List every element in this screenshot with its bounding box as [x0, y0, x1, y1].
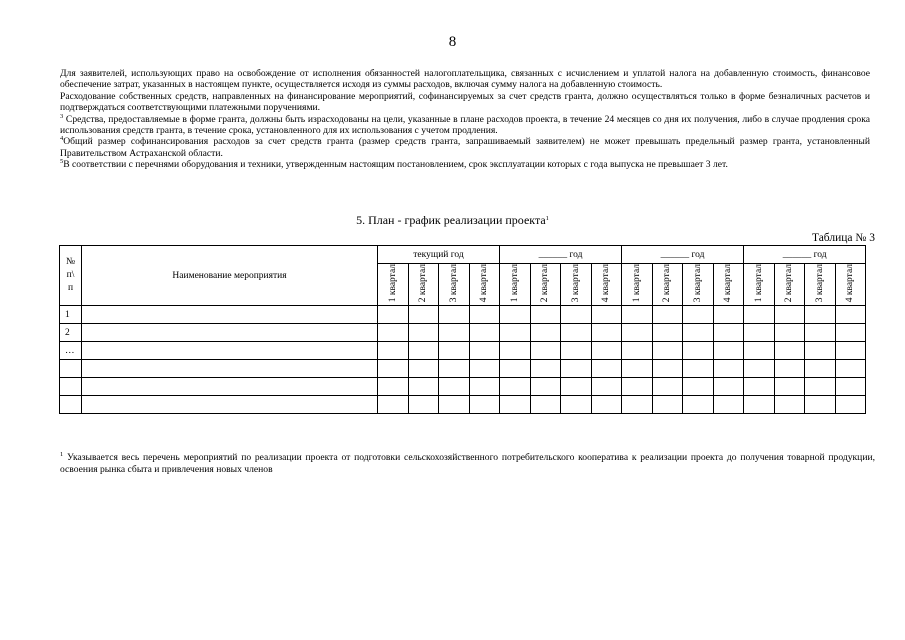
schedule-cell — [774, 324, 805, 342]
quarter-header — [378, 264, 409, 306]
schedule-cell — [744, 396, 775, 414]
schedule-cell — [530, 306, 561, 324]
quarter-label: 3 квартал — [814, 264, 825, 303]
schedule-cell — [622, 306, 653, 324]
schedule-cell — [683, 342, 714, 360]
footnote-mark: 1 — [60, 451, 64, 458]
schedule-cell — [469, 360, 500, 378]
schedule-cell — [561, 360, 592, 378]
quarter-label: 2 квартал — [418, 264, 429, 303]
quarter-header — [744, 264, 775, 306]
schedule-cell — [805, 342, 836, 360]
schedule-cell — [469, 378, 500, 396]
schedule-cell — [622, 396, 653, 414]
year-header-3: ______ год — [622, 246, 744, 264]
quarter-label: 2 квартал — [784, 264, 795, 303]
row-number — [60, 396, 82, 414]
quarter-header — [439, 264, 470, 306]
quarter-label: 3 квартал — [448, 264, 459, 303]
schedule-cell — [835, 324, 866, 342]
schedule-cell — [469, 306, 500, 324]
quarter-label: 1 квартал — [631, 264, 642, 303]
schedule-cell — [744, 324, 775, 342]
schedule-cell — [439, 342, 470, 360]
schedule-cell — [591, 324, 622, 342]
schedule-cell — [500, 396, 531, 414]
column-header-number: № п\ п — [60, 246, 82, 306]
schedule-cell — [713, 378, 744, 396]
quarter-label: 4 квартал — [845, 264, 856, 303]
schedule-cell — [683, 360, 714, 378]
quarter-label: 2 квартал — [662, 264, 673, 303]
schedule-cell — [439, 306, 470, 324]
quarter-header — [622, 264, 653, 306]
schedule-cell — [408, 342, 439, 360]
schedule-cell — [805, 378, 836, 396]
row-number: 1 — [60, 306, 82, 324]
quarter-header — [530, 264, 561, 306]
quarter-header — [713, 264, 744, 306]
schedule-cell — [774, 378, 805, 396]
schedule-cell — [469, 396, 500, 414]
quarter-header — [561, 264, 592, 306]
footnote-mark: 3 — [60, 112, 64, 120]
schedule-cell — [744, 306, 775, 324]
activity-cell — [82, 306, 378, 324]
schedule-cell — [591, 360, 622, 378]
schedule-cell — [530, 324, 561, 342]
quarter-label: 4 квартал — [479, 264, 490, 303]
schedule-cell — [683, 306, 714, 324]
schedule-cell — [622, 360, 653, 378]
table-label: Таблица № 3 — [811, 232, 875, 244]
table-row — [60, 324, 866, 342]
schedule-cell — [469, 324, 500, 342]
schedule-cell — [805, 306, 836, 324]
schedule-cell — [744, 342, 775, 360]
schedule-cell — [622, 378, 653, 396]
schedule-cell — [378, 396, 409, 414]
quarter-label: 3 квартал — [692, 264, 703, 303]
note-equipment: $^5$В соответствии с перечнями оборудования и техники, утвержденным настоящим постановлением, срок эксплуатации которых с года выпуска не превышает 3 лет. — [60, 158, 728, 171]
schedule-cell — [500, 306, 531, 324]
schedule-cell — [530, 378, 561, 396]
schedule-cell — [500, 342, 531, 360]
schedule-cell — [835, 306, 866, 324]
footnote-mark: 1 — [545, 215, 549, 222]
schedule-cell — [683, 324, 714, 342]
schedule-cell — [378, 360, 409, 378]
note-own-funds: Расходование собственных средств, направленных на финансирование мероприятий, софинансируемых за счет средств гранта, должно осуществляться только в форме безналичных расчетов и подтверждаться соответствующими платежными поручениями. — [60, 90, 870, 114]
plan-schedule-table — [59, 245, 866, 414]
row-number: … — [60, 342, 82, 360]
notes-block — [60, 68, 870, 171]
schedule-cell — [744, 360, 775, 378]
schedule-cell — [408, 378, 439, 396]
quarter-header — [805, 264, 836, 306]
schedule-cell — [439, 324, 470, 342]
year-header-4: ______ год — [744, 246, 866, 264]
schedule-cell — [622, 342, 653, 360]
year-header-2: ______ год — [500, 246, 622, 264]
schedule-cell — [530, 360, 561, 378]
schedule-cell — [652, 306, 683, 324]
quarter-header — [408, 264, 439, 306]
schedule-cell — [561, 342, 592, 360]
page-number: 8 — [448, 34, 457, 50]
quarter-label: 1 квартал — [509, 264, 520, 303]
schedule-cell — [774, 396, 805, 414]
schedule-cell — [591, 306, 622, 324]
schedule-cell — [500, 324, 531, 342]
schedule-cell — [439, 360, 470, 378]
table-row — [60, 306, 866, 324]
schedule-cell — [774, 306, 805, 324]
quarter-header — [469, 264, 500, 306]
quarter-header — [591, 264, 622, 306]
schedule-cell — [408, 324, 439, 342]
activity-cell — [82, 396, 378, 414]
schedule-cell — [408, 306, 439, 324]
schedule-cell — [469, 342, 500, 360]
schedule-cell — [713, 324, 744, 342]
quarter-header — [683, 264, 714, 306]
table-body — [60, 306, 866, 414]
schedule-cell — [378, 378, 409, 396]
note-vat: Для заявителей, использующих право на освобождение от исполнения обязанностей налогоплательщика, связанных с исчислением и уплатой налога на добавленную стоимость, финансовое обеспечение затрат, указанных в настоящем пункте, осуществляется исходя из суммы расходов, включая сумму налога на добавленную стоимость. — [60, 68, 870, 91]
schedule-cell — [835, 342, 866, 360]
schedule-cell — [561, 378, 592, 396]
quarter-label: 1 квартал — [753, 264, 764, 303]
schedule-cell — [835, 396, 866, 414]
schedule-cell — [591, 396, 622, 414]
schedule-cell — [805, 324, 836, 342]
schedule-cell — [774, 342, 805, 360]
schedule-cell — [835, 360, 866, 378]
note-cofinancing: $^4$Общий размер софинансирования расходов за счет средств гранта (размер средств гранта, запрашиваемый заявителем) не может превышать предельный размер гранта, установленный Правительством Астраханской области. — [60, 135, 870, 159]
schedule-cell — [805, 360, 836, 378]
row-number — [60, 378, 82, 396]
quarter-header — [500, 264, 531, 306]
schedule-cell — [622, 324, 653, 342]
activity-cell — [82, 324, 378, 342]
activity-cell — [82, 360, 378, 378]
schedule-cell — [713, 342, 744, 360]
schedule-cell — [378, 306, 409, 324]
table-row — [60, 360, 866, 378]
schedule-cell — [652, 342, 683, 360]
schedule-cell — [652, 378, 683, 396]
quarter-label: 2 квартал — [540, 264, 551, 303]
footnote-mark: 4 — [60, 135, 64, 143]
table-row — [60, 378, 866, 396]
year-header-current: текущий год — [378, 246, 500, 264]
schedule-cell — [561, 324, 592, 342]
schedule-cell — [744, 378, 775, 396]
schedule-cell — [408, 396, 439, 414]
schedule-cell — [439, 378, 470, 396]
table-row — [60, 342, 866, 360]
schedule-cell — [439, 396, 470, 414]
row-number — [60, 360, 82, 378]
schedule-cell — [408, 360, 439, 378]
schedule-cell — [561, 306, 592, 324]
quarter-header — [774, 264, 805, 306]
quarter-label: 3 квартал — [570, 264, 581, 303]
schedule-cell — [805, 396, 836, 414]
schedule-cell — [561, 396, 592, 414]
schedule-cell — [530, 396, 561, 414]
activity-cell — [82, 342, 378, 360]
schedule-cell — [500, 378, 531, 396]
schedule-cell — [683, 378, 714, 396]
schedule-cell — [713, 360, 744, 378]
row-number: 2 — [60, 324, 82, 342]
schedule-cell — [713, 396, 744, 414]
table-row — [60, 396, 866, 414]
schedule-cell — [713, 306, 744, 324]
schedule-cell — [652, 396, 683, 414]
section-title: 5. План - график реализации проекта$^1$ — [356, 213, 549, 227]
quarter-label: 1 квартал — [387, 264, 398, 303]
quarter-label: 4 квартал — [723, 264, 734, 303]
quarter-header — [835, 264, 866, 306]
schedule-cell — [652, 324, 683, 342]
schedule-cell — [500, 360, 531, 378]
schedule-cell — [378, 342, 409, 360]
footnote-mark: 5 — [60, 158, 64, 166]
column-header-activity: Наименование мероприятия — [82, 246, 378, 306]
schedule-cell — [530, 342, 561, 360]
activity-cell — [82, 378, 378, 396]
schedule-cell — [652, 360, 683, 378]
schedule-cell — [774, 360, 805, 378]
schedule-cell — [378, 324, 409, 342]
schedule-cell — [591, 342, 622, 360]
schedule-cell — [835, 378, 866, 396]
schedule-cell — [683, 396, 714, 414]
schedule-cell — [591, 378, 622, 396]
quarter-label: 4 квартал — [601, 264, 612, 303]
quarter-header — [652, 264, 683, 306]
note-grant-spending: $^3$ Средства, предоставляемые в форме гранта, должны быть израсходованы на цели, указанные в плане расходов проекта, в течение 24 месяцев со дня их получения, либо в случае продления срока использования средств гранта, в течение срока, установленного для их использования с учетом продления. — [60, 112, 870, 137]
table-footnote: $^1$ Указывается весь перечень мероприятий по реализации проекта от подготовки сельскохозяйственного потребительского кооператива к реализации проекта до получения товарной продукции, освоения рынка сбыта и привлечения новых членов — [60, 451, 875, 475]
